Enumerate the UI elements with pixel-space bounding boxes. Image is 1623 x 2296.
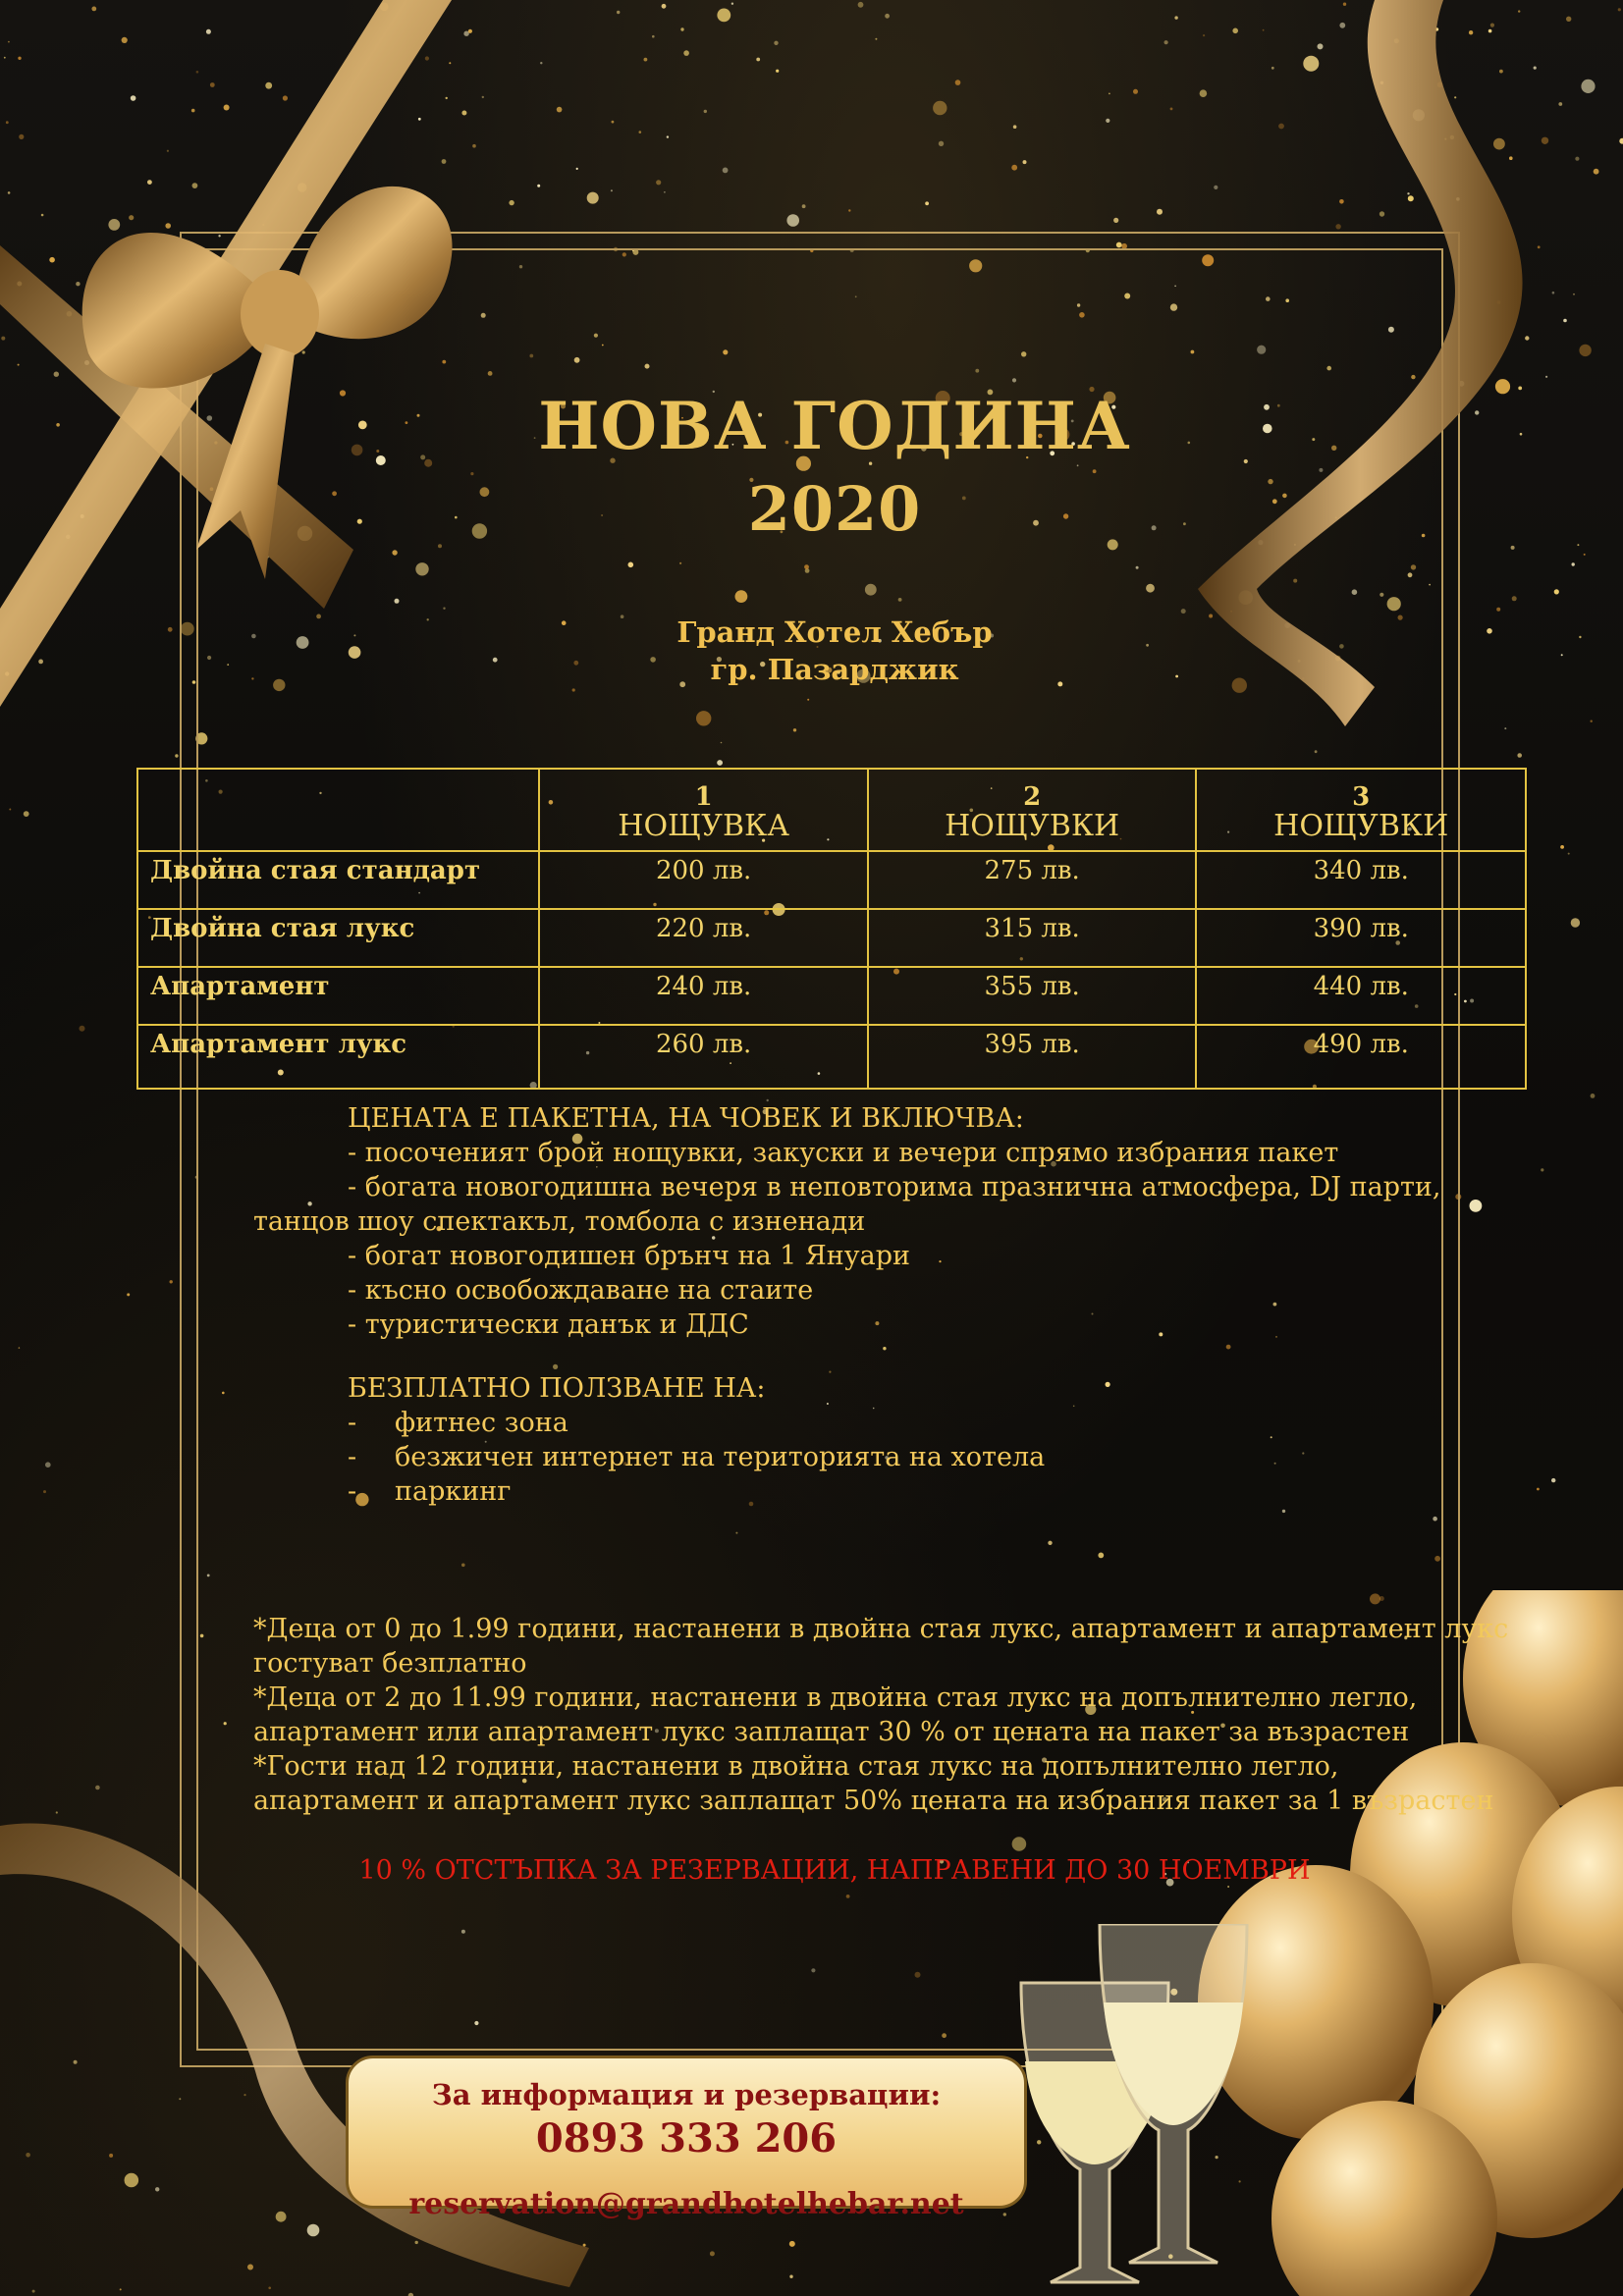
package-item: - богат новогодишен брънч на 1 Януари — [348, 1241, 911, 1271]
table-row — [137, 1025, 1526, 1089]
contact-label: За информация и резервации: — [431, 2078, 942, 2111]
note-children-30: *Деца от 2 до 11.99 години, настанени в двойна стая лукс на допълнително легло, апартамент или апартамент лукс заплащат 30 % от цената на пакет за възрастен — [253, 1682, 1418, 1747]
discount-promo: 10 % ОТСТЪПКА ЗА РЕЗЕРВАЦИИ, НАПРАВЕНИ ДО 30 НОЕМВРИ — [358, 1855, 1311, 1886]
wine-glasses-icon — [1001, 1924, 1257, 2296]
table-row — [137, 909, 1526, 967]
price-cell: 490 лв. — [1196, 1025, 1526, 1089]
free-bullet: - — [348, 1476, 357, 1507]
note-children-free: *Деца от 0 до 1.99 години, настанени в двойна стая лукс, апартамент и апартамент лукс гостуват безплатно — [253, 1614, 1509, 1679]
package-item: - посоченият брой нощувки, закуски и вечери спрямо избрания пакет — [348, 1138, 1339, 1168]
table-row — [137, 851, 1526, 909]
price-cell: 395 лв. — [868, 1025, 1197, 1089]
free-heading: БЕЗПЛАТНО ПОЛЗВАНЕ НА: — [348, 1373, 766, 1404]
event-title: НОВА ГОДИНА — [538, 388, 1131, 464]
price-cell: 260 лв. — [539, 1025, 868, 1089]
price-cell: 440 лв. — [1196, 967, 1526, 1025]
price-cell: 315 лв. — [868, 909, 1197, 967]
price-cell: 355 лв. — [868, 967, 1197, 1025]
column-header: 2 НОЩУВКИ — [868, 769, 1197, 851]
price-cell: 200 лв. — [539, 851, 868, 909]
phone-number[interactable]: 0893 333 206 — [535, 2115, 838, 2162]
room-type-cell: Апартамент — [137, 967, 539, 1025]
package-item: танцов шоу спектакъл, томбола с изненади — [253, 1206, 866, 1237]
price-cell: 390 лв. — [1196, 909, 1526, 967]
free-item: безжичен интернет на територията на хотела — [395, 1442, 1046, 1472]
contact-box — [346, 2056, 1027, 2221]
free-bullet: - — [348, 1442, 357, 1472]
column-header: 1 НОЩУВКА — [539, 769, 868, 851]
hotel-name: Гранд Хотел Хебър — [676, 615, 993, 649]
price-cell: 340 лв. — [1196, 851, 1526, 909]
package-item: - богата новогодишна вечеря в неповторима празнична атмосфера, DJ парти, — [348, 1172, 1441, 1202]
table-corner-cell — [137, 769, 539, 851]
price-cell: 275 лв. — [868, 851, 1197, 909]
room-type-cell: Двойна стая стандарт — [137, 851, 539, 909]
price-table — [136, 768, 1527, 1090]
package-item: - туристически данък и ДДС — [348, 1309, 749, 1340]
column-header: 3 НОЩУВКИ — [1196, 769, 1526, 851]
event-year: 2020 — [747, 473, 922, 545]
hotel-city: гр. Пазарджик — [710, 653, 959, 686]
price-cell: 240 лв. — [539, 967, 868, 1025]
room-type-cell: Апартамент лукс — [137, 1025, 539, 1089]
table-header-row — [137, 769, 1526, 851]
free-item: паркинг — [395, 1476, 512, 1507]
room-type-cell: Двойна стая лукс — [137, 909, 539, 967]
price-cell: 220 лв. — [539, 909, 868, 967]
free-item: фитнес зона — [395, 1408, 568, 1438]
package-heading: ЦЕНАТА Е ПАКЕТНА, НА ЧОВЕК И ВКЛЮЧВА: — [348, 1103, 1024, 1134]
free-bullet: - — [348, 1408, 357, 1438]
notes-block — [253, 1612, 1510, 1818]
package-item: - късно освобождаване на стаите — [348, 1275, 814, 1306]
note-guests-50: *Гости над 12 години, настанени в двойна стая лукс на допълнително легло, апартамент и апартамент лукс заплащат 50% цената на избрания пакет за 1 възрастен — [253, 1751, 1494, 1816]
email-link[interactable]: reservation@grandhotelhebar.net — [408, 2187, 964, 2221]
table-row — [137, 967, 1526, 1025]
